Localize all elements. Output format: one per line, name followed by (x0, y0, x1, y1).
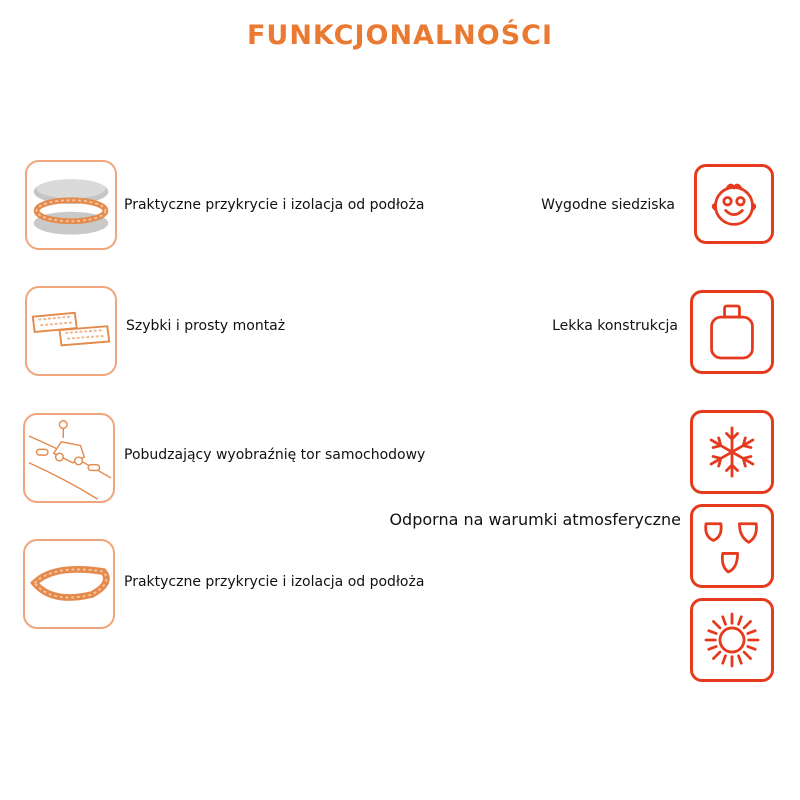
feature-label-weight: Lekka konstrukcja (552, 318, 678, 334)
weight-tile (690, 290, 774, 374)
rain-drops-icon (693, 507, 771, 585)
feature-label-track: Pobudzający wyobraźnię tor samochodowy (124, 447, 426, 463)
race-track-tile (23, 413, 115, 503)
race-track-icon (25, 415, 113, 501)
feature-label-ring: Praktyczne przykrycie i izolacja od podłoża (124, 574, 425, 590)
rain-drops-tile (690, 504, 774, 588)
snowflake-icon (693, 413, 771, 491)
cover-and-ring-icon (27, 162, 115, 248)
smiling-face-icon (697, 167, 771, 241)
smiling-face-tile (694, 164, 774, 244)
feature-label-seats: Wygodne siedziska (541, 197, 675, 213)
ring-frame-icon (25, 541, 113, 627)
ring-frame-tile (23, 539, 115, 629)
feature-label-assembly: Szybki i prosty montaż (126, 318, 286, 334)
page-title: FUNKCJONALNOŚCI (246, 20, 554, 51)
feature-label-weather: Odporna na warumki atmosferyczne (389, 510, 681, 529)
sun-tile (690, 598, 774, 682)
weight-icon (693, 293, 771, 371)
snowflake-tile (690, 410, 774, 494)
cover-and-ring-tile (25, 160, 117, 250)
assembly-parts-tile (25, 286, 117, 376)
sun-icon (693, 601, 771, 679)
feature-label-cover: Praktyczne przykrycie i izolacja od podłoża (124, 197, 425, 213)
assembly-parts-icon (27, 288, 115, 374)
